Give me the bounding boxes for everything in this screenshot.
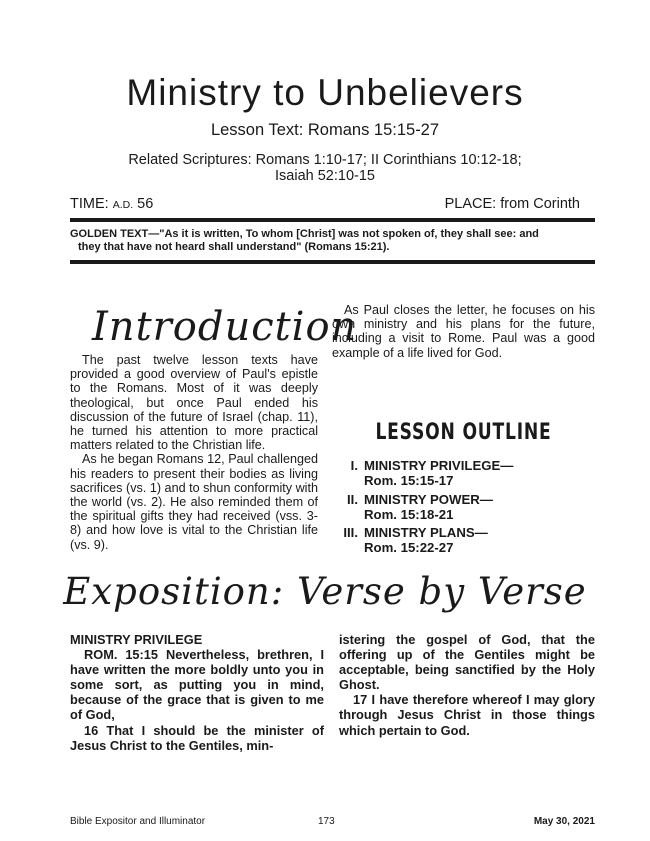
time-year: 56 <box>137 196 154 212</box>
exposition-heading: Exposition: Verse by Verse <box>63 570 587 613</box>
introduction-body <box>70 353 318 552</box>
time-label: TIME: <box>70 196 109 212</box>
bottom-divider <box>70 260 595 264</box>
introduction-paragraph: As Paul closes the letter, he focuses on his own ministry and his plans for the future, including a visit to Rome. Paul was a good example of a life lived for God. <box>332 303 595 360</box>
introduction-heading: Introduction <box>92 304 358 350</box>
related-scriptures-line2: Isaiah 52:10-15 <box>275 168 375 184</box>
outline-item <box>340 458 590 489</box>
lesson-date: May 30, 2021 <box>533 816 595 827</box>
exposition-left-column <box>70 632 324 753</box>
outline-item-text <box>364 458 590 489</box>
outline-item-title: MINISTRY POWER— <box>364 491 493 507</box>
golden-text-line2: they that have not heard shall understand" (Romans 15:21). <box>78 241 390 253</box>
outline-item-title: MINISTRY PRIVILEGE— <box>364 458 514 473</box>
introduction-paragraph: As he began Romans 12, Paul challenged his readers to present their bodies as living sacrifices (vs. 1) and to shun conformity with the world (vs. 2). He also reminded them of the spiritual gifts they had received (vss. 3-8) and how love is vital to the Christian life (vs. 9). <box>70 452 318 552</box>
outline-item-number: I. <box>350 458 358 473</box>
outline-item-number: III. <box>343 525 358 541</box>
place-info: PLACE: from Corinth <box>444 196 580 212</box>
outline-item-number: II. <box>347 491 358 507</box>
publication-name: Bible Expositor and Illuminator <box>70 816 206 827</box>
related-scriptures-line1: Related Scriptures: Romans 1:10-17; II Corinthians 10:12-18; <box>128 152 522 168</box>
verse-text: 17 I have therefore whereof I may glory through Jesus Christ in those things which pertain to God. <box>339 692 595 738</box>
section-heading: MINISTRY PRIVILEGE <box>70 632 203 647</box>
introduction-paragraph: The past twelve lesson texts have provided a good overview of Paul's epistle to the Romans. Most of it was deeply theological, but once Paul ended his discussion of the future of Israel (chap. 11), he turned his attention to more practical matters related to the Christian life. <box>70 353 318 453</box>
page-number: 173 <box>318 816 335 827</box>
lesson-outline <box>340 458 590 559</box>
outline-item-reference: Rom. 15:15-17 <box>364 473 454 489</box>
outline-item-text <box>364 492 590 523</box>
time-info <box>70 196 153 212</box>
verse-text: ROM. 15:15 Nevertheless, brethren, I have written the more boldly unto you in some sort, as putting you in mind, because of the grace that is given to me of God, <box>70 647 324 723</box>
golden-text-line1: GOLDEN TEXT—"As it is written, To whom [Christ] was not spoken of, they shall see: and <box>70 228 539 240</box>
introduction-continued <box>332 303 595 360</box>
time-era: A.D. <box>112 199 134 211</box>
outline-item <box>340 525 590 556</box>
outline-item-title: MINISTRY PLANS— <box>364 525 488 541</box>
verse-text: istering the gospel of God, that the offering up of the Gentiles might be acceptable, being sanctified by the Holy Ghost. <box>339 632 595 693</box>
lesson-outline-heading: LESSON OUTLINE <box>375 420 552 445</box>
outline-item-reference: Rom. 15:22-27 <box>364 540 454 556</box>
exposition-right-column <box>339 632 595 738</box>
lesson-text-reference: Lesson Text: Romans 15:15-27 <box>210 121 440 139</box>
golden-text <box>70 228 596 254</box>
top-divider <box>70 218 595 222</box>
outline-item-reference: Rom. 15:18-21 <box>364 506 454 522</box>
lesson-title: Ministry to Unbelievers <box>126 72 524 113</box>
outline-item <box>340 492 590 523</box>
related-scriptures <box>0 152 650 184</box>
outline-item-text <box>364 525 590 556</box>
verse-text: 16 That I should be the minister of Jesus Christ to the Gentiles, min- <box>70 722 324 753</box>
